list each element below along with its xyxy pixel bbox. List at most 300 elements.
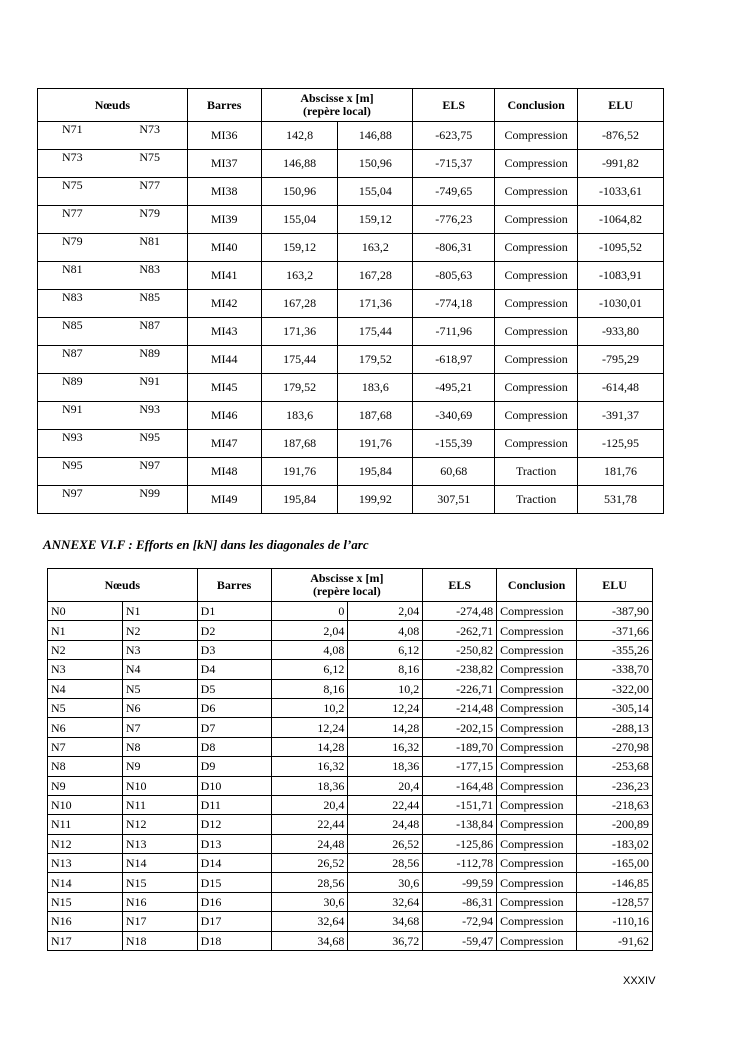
cell-conclusion: Compression: [497, 776, 577, 795]
cell-noeud-fin: N73: [112, 122, 187, 150]
cell-abscisse-debut: 0: [271, 602, 348, 621]
cell-barre: MI38: [187, 178, 261, 206]
cell-els: -715,37: [413, 150, 495, 178]
cell-abscisse-debut: 14,28: [271, 737, 348, 756]
cell-elu: -1083,91: [578, 262, 664, 290]
cell-abscisse-debut: 24,48: [271, 834, 348, 853]
cell-noeud-fin: N87: [112, 318, 187, 346]
cell-abscisse-fin: 195,84: [338, 458, 413, 486]
cell-noeud-debut: N0: [48, 602, 123, 621]
cell-noeud-fin: N99: [112, 486, 187, 514]
table-row: [38, 402, 664, 430]
cell-barre: MI47: [187, 430, 261, 458]
cell-els: -86,31: [423, 892, 497, 911]
cell-els: -214,48: [423, 698, 497, 717]
cell-noeud-fin: N8: [122, 737, 197, 756]
cell-abscisse-debut: 6,12: [271, 660, 348, 679]
header-conclusion: Conclusion: [495, 89, 578, 122]
cell-abscisse-debut: 146,88: [261, 150, 338, 178]
annex-title: ANNEXE VI.F : Efforts en [kN] dans les diagonales de l’arc: [43, 537, 369, 552]
cell-els: -250,82: [423, 640, 497, 659]
cell-abscisse-fin: 32,64: [348, 892, 423, 911]
cell-abscisse-fin: 36,72: [348, 931, 423, 950]
table-row: [48, 698, 653, 717]
cell-noeud-fin: N89: [112, 346, 187, 374]
cell-barre: MI43: [187, 318, 261, 346]
table-row: [48, 718, 653, 737]
cell-conclusion: Compression: [497, 602, 577, 621]
cell-noeud-fin: N4: [122, 660, 197, 679]
cell-noeud-fin: N77: [112, 178, 187, 206]
cell-abscisse-debut: 191,76: [261, 458, 338, 486]
cell-elu: -371,66: [577, 621, 653, 640]
cell-elu: -795,29: [578, 346, 664, 374]
cell-noeud-fin: N7: [122, 718, 197, 737]
cell-abscisse-debut: 155,04: [261, 206, 338, 234]
cell-conclusion: Compression: [495, 234, 578, 262]
cell-conclusion: Compression: [497, 660, 577, 679]
cell-barre: D4: [197, 660, 271, 679]
cell-abscisse-fin: 146,88: [338, 122, 413, 150]
cell-noeud-debut: N97: [38, 486, 113, 514]
cell-abscisse-fin: 16,32: [348, 737, 423, 756]
cell-noeud-debut: N8: [48, 757, 123, 776]
cell-noeud-debut: N13: [48, 854, 123, 873]
header-noeuds: Nœuds: [48, 569, 198, 602]
cell-elu: -338,70: [577, 660, 653, 679]
cell-conclusion: Compression: [497, 795, 577, 814]
cell-els: -164,48: [423, 776, 497, 795]
cell-elu: -933,80: [578, 318, 664, 346]
cell-els: -238,82: [423, 660, 497, 679]
cell-els: -202,15: [423, 718, 497, 737]
cell-noeud-debut: N6: [48, 718, 123, 737]
cell-elu: -1095,52: [578, 234, 664, 262]
cell-abscisse-fin: 4,08: [348, 621, 423, 640]
cell-conclusion: Compression: [497, 718, 577, 737]
cell-abscisse-debut: 179,52: [261, 374, 338, 402]
cell-elu: -236,23: [577, 776, 653, 795]
cell-abscisse-debut: 16,32: [271, 757, 348, 776]
header-barres: Barres: [187, 89, 261, 122]
cell-abscisse-fin: 191,76: [338, 430, 413, 458]
cell-noeud-fin: N93: [112, 402, 187, 430]
cell-els: -618,97: [413, 346, 495, 374]
header-abscisse: [261, 89, 413, 122]
cell-conclusion: Compression: [497, 912, 577, 931]
cell-barre: MI46: [187, 402, 261, 430]
cell-elu: -146,85: [577, 873, 653, 892]
cell-abscisse-fin: 12,24: [348, 698, 423, 717]
cell-abscisse-debut: 32,64: [271, 912, 348, 931]
cell-els: 60,68: [413, 458, 495, 486]
cell-elu: -218,63: [577, 795, 653, 814]
cell-abscisse-debut: 175,44: [261, 346, 338, 374]
table-row: [48, 660, 653, 679]
table-row: [48, 854, 653, 873]
cell-abscisse-fin: 22,44: [348, 795, 423, 814]
table-row: [38, 346, 664, 374]
cell-noeud-debut: N17: [48, 931, 123, 950]
cell-elu: -991,82: [578, 150, 664, 178]
cell-conclusion: Compression: [495, 346, 578, 374]
table-body: [48, 602, 653, 951]
cell-barre: D14: [197, 854, 271, 873]
cell-barre: MI40: [187, 234, 261, 262]
cell-els: -623,75: [413, 122, 495, 150]
header-abscisse-line2: (repère local): [303, 104, 371, 118]
cell-abscisse-fin: 18,36: [348, 757, 423, 776]
cell-noeud-debut: N7: [48, 737, 123, 756]
cell-noeud-fin: N14: [122, 854, 197, 873]
cell-abscisse-fin: 6,12: [348, 640, 423, 659]
cell-noeud-fin: N2: [122, 621, 197, 640]
cell-noeud-debut: N2: [48, 640, 123, 659]
cell-conclusion: Compression: [497, 698, 577, 717]
header-elu: ELU: [578, 89, 664, 122]
cell-abscisse-debut: 167,28: [261, 290, 338, 318]
cell-noeud-fin: N5: [122, 679, 197, 698]
cell-conclusion: Compression: [497, 834, 577, 853]
header-elu: ELU: [577, 569, 653, 602]
table-row: [48, 834, 653, 853]
cell-els: -340,69: [413, 402, 495, 430]
cell-abscisse-debut: 171,36: [261, 318, 338, 346]
cell-abscisse-debut: 12,24: [271, 718, 348, 737]
cell-conclusion: Compression: [497, 737, 577, 756]
cell-noeud-debut: N12: [48, 834, 123, 853]
cell-abscisse-debut: 8,16: [271, 679, 348, 698]
cell-els: 307,51: [413, 486, 495, 514]
cell-conclusion: Compression: [497, 757, 577, 776]
cell-els: -112,78: [423, 854, 497, 873]
cell-abscisse-fin: 20,4: [348, 776, 423, 795]
cell-conclusion: Compression: [495, 206, 578, 234]
cell-conclusion: Traction: [495, 458, 578, 486]
cell-noeud-fin: N81: [112, 234, 187, 262]
cell-barre: D12: [197, 815, 271, 834]
page-number: XXXIV: [623, 975, 656, 987]
cell-elu: -391,37: [578, 402, 664, 430]
cell-noeud-debut: N85: [38, 318, 113, 346]
cell-barre: MI39: [187, 206, 261, 234]
cell-abscisse-debut: 28,56: [271, 873, 348, 892]
cell-abscisse-debut: 22,44: [271, 815, 348, 834]
header-abscisse: [271, 569, 423, 602]
table-row: [48, 640, 653, 659]
cell-abscisse-fin: 14,28: [348, 718, 423, 737]
cell-abscisse-fin: 24,48: [348, 815, 423, 834]
cell-elu: -876,52: [578, 122, 664, 150]
table-row: [38, 150, 664, 178]
cell-noeud-fin: N95: [112, 430, 187, 458]
cell-abscisse-fin: 28,56: [348, 854, 423, 873]
cell-conclusion: Compression: [497, 931, 577, 950]
table-row: [48, 931, 653, 950]
cell-noeud-fin: N18: [122, 931, 197, 950]
cell-barre: D9: [197, 757, 271, 776]
cell-noeud-debut: N75: [38, 178, 113, 206]
cell-abscisse-fin: 150,96: [338, 150, 413, 178]
cell-abscisse-fin: 10,2: [348, 679, 423, 698]
cell-noeud-debut: N1: [48, 621, 123, 640]
cell-els: -711,96: [413, 318, 495, 346]
cell-conclusion: Compression: [495, 122, 578, 150]
cell-abscisse-debut: 195,84: [261, 486, 338, 514]
cell-noeud-fin: N6: [122, 698, 197, 717]
cell-noeud-fin: N17: [122, 912, 197, 931]
table-body: [38, 122, 664, 514]
cell-elu: -165,00: [577, 854, 653, 873]
cell-noeud-debut: N93: [38, 430, 113, 458]
cell-els: -274,48: [423, 602, 497, 621]
cell-barre: D8: [197, 737, 271, 756]
cell-noeud-debut: N77: [38, 206, 113, 234]
cell-noeud-fin: N10: [122, 776, 197, 795]
cell-noeud-debut: N15: [48, 892, 123, 911]
cell-abscisse-fin: 199,92: [338, 486, 413, 514]
table-row: [38, 486, 664, 514]
cell-els: -806,31: [413, 234, 495, 262]
cell-conclusion: Compression: [497, 892, 577, 911]
cell-abscisse-debut: 34,68: [271, 931, 348, 950]
cell-noeud-debut: N91: [38, 402, 113, 430]
table-row: [48, 912, 653, 931]
header-abscisse-line1: Abscisse x [m]: [300, 91, 374, 105]
cell-noeud-debut: N16: [48, 912, 123, 931]
table-row: [48, 815, 653, 834]
cell-noeud-debut: N79: [38, 234, 113, 262]
table-row: [38, 234, 664, 262]
cell-noeud-fin: N79: [112, 206, 187, 234]
cell-noeud-fin: N85: [112, 290, 187, 318]
cell-barre: MI36: [187, 122, 261, 150]
cell-barre: D11: [197, 795, 271, 814]
cell-elu: -91,62: [577, 931, 653, 950]
cell-els: -72,94: [423, 912, 497, 931]
cell-abscisse-fin: 171,36: [338, 290, 413, 318]
cell-conclusion: Compression: [497, 640, 577, 659]
cell-barre: D6: [197, 698, 271, 717]
header-abscisse-line1: Abscisse x [m]: [310, 571, 384, 585]
cell-conclusion: Compression: [495, 290, 578, 318]
cell-barre: D2: [197, 621, 271, 640]
cell-barre: MI41: [187, 262, 261, 290]
cell-elu: -614,48: [578, 374, 664, 402]
cell-conclusion: Compression: [495, 150, 578, 178]
cell-abscisse-debut: 2,04: [271, 621, 348, 640]
cell-abscisse-fin: 183,6: [338, 374, 413, 402]
cell-barre: D17: [197, 912, 271, 931]
cell-noeud-debut: N73: [38, 150, 113, 178]
cell-elu: -125,95: [578, 430, 664, 458]
cell-elu: -200,89: [577, 815, 653, 834]
cell-noeud-debut: N87: [38, 346, 113, 374]
cell-conclusion: Compression: [497, 621, 577, 640]
cell-noeud-debut: N81: [38, 262, 113, 290]
cell-barre: D13: [197, 834, 271, 853]
cell-conclusion: Compression: [495, 374, 578, 402]
cell-elu: -128,57: [577, 892, 653, 911]
cell-abscisse-debut: 159,12: [261, 234, 338, 262]
cell-elu: -110,16: [577, 912, 653, 931]
cell-noeud-fin: N9: [122, 757, 197, 776]
cell-noeud-fin: N83: [112, 262, 187, 290]
table-header-row: [48, 569, 653, 602]
cell-barre: D3: [197, 640, 271, 659]
cell-abscisse-fin: 30,6: [348, 873, 423, 892]
table-row: [38, 374, 664, 402]
cell-barre: D18: [197, 931, 271, 950]
cell-abscisse-fin: 8,16: [348, 660, 423, 679]
table-row: [38, 458, 664, 486]
cell-abscisse-fin: 26,52: [348, 834, 423, 853]
cell-conclusion: Compression: [497, 854, 577, 873]
cell-elu: -305,14: [577, 698, 653, 717]
cell-conclusion: Compression: [495, 178, 578, 206]
cell-noeud-debut: N5: [48, 698, 123, 717]
cell-barre: D7: [197, 718, 271, 737]
cell-barre: MI45: [187, 374, 261, 402]
cell-elu: -183,02: [577, 834, 653, 853]
cell-abscisse-debut: 187,68: [261, 430, 338, 458]
table-row: [48, 602, 653, 621]
table-header-row: [38, 89, 664, 122]
cell-elu: -1033,61: [578, 178, 664, 206]
cell-elu: 181,76: [578, 458, 664, 486]
table-row: [38, 206, 664, 234]
table-row: [48, 679, 653, 698]
cell-abscisse-debut: 163,2: [261, 262, 338, 290]
header-els: ELS: [423, 569, 497, 602]
table-row: [48, 621, 653, 640]
cell-elu: -387,90: [577, 602, 653, 621]
table-row: [48, 776, 653, 795]
cell-noeud-fin: N11: [122, 795, 197, 814]
cell-noeud-debut: N11: [48, 815, 123, 834]
cell-conclusion: Compression: [497, 815, 577, 834]
table-row: [48, 892, 653, 911]
cell-noeud-fin: N16: [122, 892, 197, 911]
cell-noeud-debut: N83: [38, 290, 113, 318]
cell-els: -226,71: [423, 679, 497, 698]
cell-abscisse-fin: 163,2: [338, 234, 413, 262]
table-row: [38, 290, 664, 318]
cell-barre: MI49: [187, 486, 261, 514]
efforts-table-diagonales: [47, 568, 653, 951]
cell-barre: D5: [197, 679, 271, 698]
cell-noeud-debut: N89: [38, 374, 113, 402]
efforts-table-membrure: [37, 88, 664, 514]
cell-abscisse-fin: 34,68: [348, 912, 423, 931]
cell-abscisse-debut: 142,8: [261, 122, 338, 150]
cell-abscisse-debut: 150,96: [261, 178, 338, 206]
cell-abscisse-debut: 183,6: [261, 402, 338, 430]
cell-noeud-fin: N75: [112, 150, 187, 178]
cell-abscisse-fin: 179,52: [338, 346, 413, 374]
cell-conclusion: Compression: [495, 402, 578, 430]
cell-noeud-debut: N14: [48, 873, 123, 892]
cell-noeud-debut: N71: [38, 122, 113, 150]
cell-noeud-fin: N3: [122, 640, 197, 659]
cell-els: -189,70: [423, 737, 497, 756]
table-row: [48, 795, 653, 814]
cell-elu: -1030,01: [578, 290, 664, 318]
cell-abscisse-fin: 159,12: [338, 206, 413, 234]
cell-els: -749,65: [413, 178, 495, 206]
header-barres: Barres: [197, 569, 271, 602]
table-row: [38, 318, 664, 346]
cell-barre: MI48: [187, 458, 261, 486]
cell-barre: D1: [197, 602, 271, 621]
cell-conclusion: Traction: [495, 486, 578, 514]
cell-noeud-fin: N91: [112, 374, 187, 402]
cell-noeud-debut: N9: [48, 776, 123, 795]
cell-els: -776,23: [413, 206, 495, 234]
cell-els: -125,86: [423, 834, 497, 853]
cell-els: -138,84: [423, 815, 497, 834]
cell-els: -151,71: [423, 795, 497, 814]
cell-els: -99,59: [423, 873, 497, 892]
cell-abscisse-debut: 18,36: [271, 776, 348, 795]
cell-noeud-fin: N13: [122, 834, 197, 853]
cell-els: -155,39: [413, 430, 495, 458]
cell-elu: -270,98: [577, 737, 653, 756]
cell-noeud-fin: N15: [122, 873, 197, 892]
table-row: [38, 178, 664, 206]
cell-noeud-fin: N97: [112, 458, 187, 486]
cell-conclusion: Compression: [495, 262, 578, 290]
cell-noeud-fin: N12: [122, 815, 197, 834]
cell-abscisse-fin: 2,04: [348, 602, 423, 621]
cell-els: -59,47: [423, 931, 497, 950]
cell-abscisse-fin: 175,44: [338, 318, 413, 346]
cell-els: -774,18: [413, 290, 495, 318]
cell-abscisse-debut: 30,6: [271, 892, 348, 911]
table-row: [48, 873, 653, 892]
cell-barre: D10: [197, 776, 271, 795]
cell-abscisse-debut: 10,2: [271, 698, 348, 717]
cell-conclusion: Compression: [495, 430, 578, 458]
cell-elu: -1064,82: [578, 206, 664, 234]
header-conclusion: Conclusion: [497, 569, 577, 602]
table-row: [38, 262, 664, 290]
cell-elu: -288,13: [577, 718, 653, 737]
cell-barre: D15: [197, 873, 271, 892]
cell-barre: MI37: [187, 150, 261, 178]
cell-abscisse-fin: 187,68: [338, 402, 413, 430]
cell-noeud-debut: N10: [48, 795, 123, 814]
cell-els: -262,71: [423, 621, 497, 640]
cell-barre: MI42: [187, 290, 261, 318]
cell-barre: MI44: [187, 346, 261, 374]
header-abscisse-line2: (repère local): [312, 584, 381, 598]
cell-abscisse-debut: 4,08: [271, 640, 348, 659]
cell-noeud-debut: N95: [38, 458, 113, 486]
table-row: [38, 122, 664, 150]
cell-conclusion: Compression: [495, 318, 578, 346]
cell-els: -805,63: [413, 262, 495, 290]
cell-els: -495,21: [413, 374, 495, 402]
cell-noeud-debut: N3: [48, 660, 123, 679]
cell-noeud-fin: N1: [122, 602, 197, 621]
cell-conclusion: Compression: [497, 679, 577, 698]
cell-elu: 531,78: [578, 486, 664, 514]
cell-abscisse-debut: 20,4: [271, 795, 348, 814]
cell-elu: -253,68: [577, 757, 653, 776]
cell-noeud-debut: N4: [48, 679, 123, 698]
cell-barre: D16: [197, 892, 271, 911]
